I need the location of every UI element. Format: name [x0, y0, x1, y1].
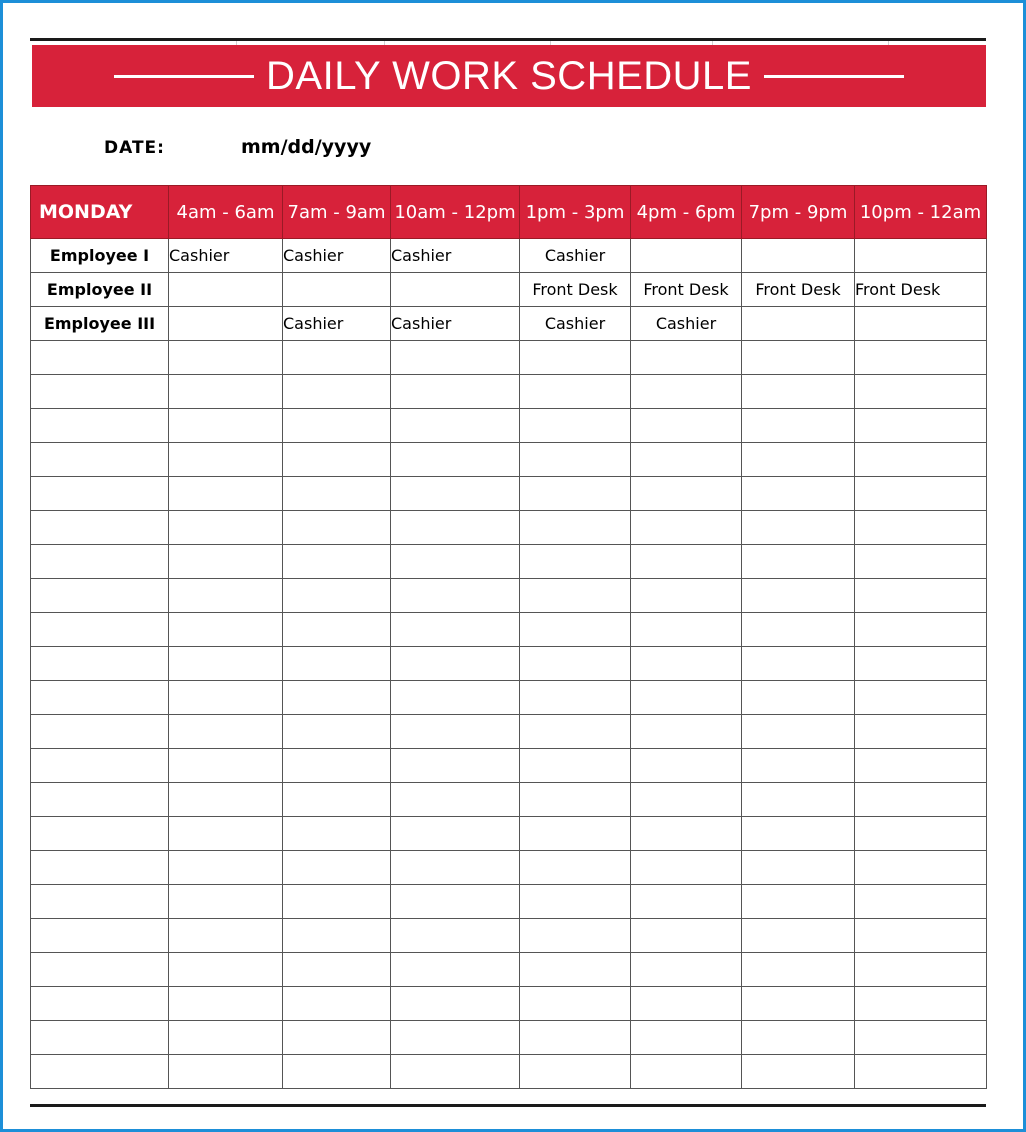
schedule-cell[interactable] [31, 443, 169, 477]
table-row [31, 647, 987, 681]
schedule-cell[interactable] [31, 1055, 169, 1089]
schedule-cell[interactable] [742, 681, 855, 715]
schedule-cell[interactable] [283, 409, 391, 443]
schedule-cell[interactable] [855, 1021, 987, 1055]
schedule-cell[interactable] [631, 613, 742, 647]
schedule-cell[interactable] [31, 375, 169, 409]
schedule-cell[interactable] [742, 953, 855, 987]
schedule-cell[interactable] [283, 579, 391, 613]
table-row [31, 409, 987, 443]
schedule-cell[interactable]: Cashier [631, 307, 742, 341]
schedule-cell[interactable] [855, 953, 987, 987]
schedule-cell[interactable] [520, 681, 631, 715]
schedule-cell[interactable] [391, 273, 520, 307]
table-row [31, 341, 987, 375]
schedule-cell[interactable] [283, 851, 391, 885]
schedule-cell[interactable] [855, 511, 987, 545]
schedule-cell[interactable] [31, 681, 169, 715]
schedule-cell[interactable] [631, 953, 742, 987]
schedule-cell[interactable] [169, 817, 283, 851]
schedule-cell[interactable] [855, 443, 987, 477]
table-row [31, 987, 987, 1021]
table-row [31, 1055, 987, 1089]
schedule-cell[interactable] [520, 1055, 631, 1089]
schedule-cell[interactable] [742, 579, 855, 613]
schedule-cell[interactable] [631, 681, 742, 715]
schedule-cell[interactable] [520, 477, 631, 511]
schedule-cell[interactable] [391, 885, 520, 919]
schedule-cell[interactable] [742, 987, 855, 1021]
table-row [31, 715, 987, 749]
header-row [31, 186, 987, 239]
date-field[interactable]: mm/dd/yyyy [241, 136, 372, 158]
table-row [31, 239, 987, 273]
schedule-cell[interactable] [169, 953, 283, 987]
table-row [31, 783, 987, 817]
schedule-cell[interactable] [391, 647, 520, 681]
schedule-cell[interactable] [855, 783, 987, 817]
schedule-cell[interactable] [742, 477, 855, 511]
schedule-cell[interactable] [31, 477, 169, 511]
schedule-cell[interactable] [855, 409, 987, 443]
schedule-cell[interactable] [520, 885, 631, 919]
schedule-cell[interactable] [283, 375, 391, 409]
schedule-cell[interactable] [391, 409, 520, 443]
schedule-cell[interactable] [855, 681, 987, 715]
schedule-cell[interactable] [520, 647, 631, 681]
table-row [31, 477, 987, 511]
schedule-cell[interactable] [631, 443, 742, 477]
schedule-cell[interactable] [742, 817, 855, 851]
slot-header: 1pm - 3pm [520, 186, 631, 239]
schedule-cell[interactable] [631, 783, 742, 817]
slot-header: 10pm - 12am [855, 186, 987, 239]
schedule-cell[interactable] [169, 273, 283, 307]
schedule-cell[interactable] [520, 545, 631, 579]
date-label: DATE: [104, 138, 165, 158]
schedule-cell[interactable] [283, 817, 391, 851]
schedule-cell[interactable] [169, 375, 283, 409]
schedule-cell[interactable] [391, 375, 520, 409]
schedule-cell[interactable] [855, 987, 987, 1021]
schedule-cell[interactable] [31, 613, 169, 647]
schedule-cell[interactable] [283, 443, 391, 477]
schedule-cell[interactable] [631, 341, 742, 375]
table-row [31, 749, 987, 783]
schedule-cell[interactable] [631, 579, 742, 613]
schedule-cell[interactable] [31, 1021, 169, 1055]
slot-header: 4pm - 6pm [631, 186, 742, 239]
schedule-cell[interactable] [391, 919, 520, 953]
schedule-cell[interactable] [169, 545, 283, 579]
schedule-cell[interactable] [391, 443, 520, 477]
schedule-cell[interactable] [391, 783, 520, 817]
schedule-cell[interactable] [520, 987, 631, 1021]
schedule-cell[interactable] [631, 715, 742, 749]
schedule-cell[interactable] [169, 681, 283, 715]
table-row [31, 817, 987, 851]
schedule-cell[interactable] [283, 1055, 391, 1089]
schedule-cell[interactable] [631, 817, 742, 851]
schedule-cell[interactable] [855, 1055, 987, 1089]
bottom-border [30, 1104, 986, 1107]
slot-header: 7am - 9am [283, 186, 391, 239]
schedule-cell[interactable] [520, 953, 631, 987]
schedule-cell[interactable] [520, 579, 631, 613]
schedule-cell[interactable] [855, 885, 987, 919]
schedule-cell[interactable] [391, 477, 520, 511]
schedule-cell[interactable] [855, 919, 987, 953]
schedule-cell[interactable] [742, 239, 855, 273]
schedule-cell[interactable] [31, 579, 169, 613]
schedule-cell[interactable] [391, 749, 520, 783]
schedule-cell[interactable] [631, 749, 742, 783]
schedule-cell[interactable] [169, 341, 283, 375]
schedule-cell[interactable] [742, 375, 855, 409]
schedule-cell[interactable] [742, 783, 855, 817]
schedule-cell[interactable] [855, 307, 987, 341]
table-row [31, 307, 987, 341]
top-border [30, 38, 986, 41]
schedule-cell[interactable] [283, 953, 391, 987]
schedule-cell[interactable] [391, 579, 520, 613]
schedule-cell[interactable] [742, 885, 855, 919]
schedule-cell[interactable] [283, 681, 391, 715]
schedule-cell[interactable] [31, 341, 169, 375]
schedule-cell[interactable] [391, 987, 520, 1021]
schedule-cell[interactable] [742, 1021, 855, 1055]
schedule-cell[interactable] [855, 613, 987, 647]
table-row [31, 919, 987, 953]
schedule-cell[interactable] [169, 885, 283, 919]
schedule-cell[interactable] [520, 919, 631, 953]
schedule-cell[interactable] [283, 1021, 391, 1055]
schedule-cell[interactable] [283, 987, 391, 1021]
table-row [31, 511, 987, 545]
schedule-cell[interactable] [631, 511, 742, 545]
schedule-cell[interactable] [169, 715, 283, 749]
schedule-cell[interactable] [283, 715, 391, 749]
schedule-cell[interactable] [31, 919, 169, 953]
schedule-cell[interactable] [631, 375, 742, 409]
schedule-cell[interactable] [391, 1021, 520, 1055]
schedule-cell[interactable] [31, 749, 169, 783]
schedule-cell[interactable] [742, 443, 855, 477]
employee-name[interactable]: Employee II [31, 273, 169, 307]
schedule-cell[interactable] [742, 545, 855, 579]
day-header: MONDAY [31, 186, 169, 239]
schedule-cell[interactable] [631, 919, 742, 953]
title-rule-right [764, 75, 904, 78]
schedule-cell[interactable] [631, 1021, 742, 1055]
schedule-cell[interactable] [855, 477, 987, 511]
schedule-cell[interactable] [169, 511, 283, 545]
schedule-cell[interactable] [169, 443, 283, 477]
schedule-cell[interactable] [31, 953, 169, 987]
schedule-cell[interactable] [169, 1021, 283, 1055]
schedule-cell[interactable] [31, 783, 169, 817]
schedule-cell[interactable] [631, 239, 742, 273]
schedule-cell[interactable] [520, 341, 631, 375]
schedule-cell[interactable] [631, 885, 742, 919]
schedule-cell[interactable] [169, 409, 283, 443]
schedule-cell[interactable] [169, 783, 283, 817]
schedule-cell[interactable]: Cashier [391, 307, 520, 341]
schedule-cell[interactable] [742, 851, 855, 885]
schedule-cell[interactable]: Front Desk [742, 273, 855, 307]
schedule-cell[interactable] [855, 851, 987, 885]
schedule-cell[interactable] [31, 885, 169, 919]
schedule-cell[interactable] [169, 851, 283, 885]
schedule-cell[interactable] [283, 885, 391, 919]
table-row [31, 375, 987, 409]
schedule-cell[interactable]: Front Desk [520, 273, 631, 307]
schedule-cell[interactable] [169, 987, 283, 1021]
schedule-cell[interactable] [283, 273, 391, 307]
schedule-cell[interactable] [283, 511, 391, 545]
schedule-cell[interactable] [31, 715, 169, 749]
schedule-cell[interactable] [31, 851, 169, 885]
schedule-cell[interactable] [31, 987, 169, 1021]
schedule-cell[interactable]: Front Desk [855, 273, 987, 307]
schedule-cell[interactable] [520, 715, 631, 749]
schedule-cell[interactable] [631, 851, 742, 885]
schedule-cell[interactable] [283, 783, 391, 817]
schedule-cell[interactable] [520, 749, 631, 783]
slot-header: 7pm - 9pm [742, 186, 855, 239]
schedule-cell[interactable] [31, 817, 169, 851]
slot-header: 10am - 12pm [391, 186, 520, 239]
schedule-cell[interactable] [631, 1055, 742, 1089]
schedule-cell[interactable] [855, 817, 987, 851]
schedule-cell[interactable] [169, 613, 283, 647]
schedule-cell[interactable]: Cashier [169, 239, 283, 273]
schedule-cell[interactable]: Cashier [391, 239, 520, 273]
schedule-cell[interactable] [520, 443, 631, 477]
schedule-cell[interactable] [520, 783, 631, 817]
schedule-cell[interactable] [855, 749, 987, 783]
schedule-cell[interactable] [520, 375, 631, 409]
schedule-cell[interactable] [391, 715, 520, 749]
schedule-cell[interactable]: Front Desk [631, 273, 742, 307]
schedule-cell[interactable] [855, 715, 987, 749]
schedule-cell[interactable] [283, 341, 391, 375]
table-row [31, 579, 987, 613]
table-row [31, 1021, 987, 1055]
schedule-cell[interactable] [169, 1055, 283, 1089]
schedule-cell[interactable]: Cashier [283, 239, 391, 273]
schedule-cell[interactable] [520, 851, 631, 885]
schedule-cell[interactable] [742, 1055, 855, 1089]
schedule-cell[interactable] [520, 511, 631, 545]
schedule-cell[interactable] [742, 511, 855, 545]
table-row [31, 851, 987, 885]
schedule-cell[interactable] [631, 477, 742, 511]
schedule-cell[interactable] [520, 817, 631, 851]
schedule-cell[interactable] [169, 749, 283, 783]
table-row [31, 681, 987, 715]
schedule-cell[interactable] [169, 647, 283, 681]
schedule-cell[interactable] [391, 681, 520, 715]
schedule-cell[interactable] [520, 613, 631, 647]
employee-name[interactable]: Employee III [31, 307, 169, 341]
schedule-cell[interactable] [520, 1021, 631, 1055]
schedule-cell[interactable] [283, 647, 391, 681]
title-rule-left [114, 75, 254, 78]
table-row [31, 545, 987, 579]
schedule-cell[interactable] [391, 1055, 520, 1089]
schedule-cell[interactable] [31, 647, 169, 681]
schedule-cell[interactable] [855, 647, 987, 681]
schedule-cell[interactable] [391, 341, 520, 375]
schedule-cell[interactable] [742, 749, 855, 783]
table-row [31, 613, 987, 647]
table-row [31, 953, 987, 987]
schedule-cell[interactable] [742, 647, 855, 681]
schedule-table [30, 185, 987, 1089]
schedule-cell[interactable] [31, 409, 169, 443]
schedule-cell[interactable] [391, 817, 520, 851]
employee-name[interactable]: Employee I [31, 239, 169, 273]
table-row [31, 273, 987, 307]
schedule-cell[interactable] [31, 511, 169, 545]
schedule-cell[interactable]: Cashier [520, 307, 631, 341]
schedule-cell[interactable] [855, 239, 987, 273]
schedule-cell[interactable] [742, 341, 855, 375]
schedule-cell[interactable] [283, 545, 391, 579]
schedule-sheet [30, 38, 986, 1108]
schedule-cell[interactable] [283, 919, 391, 953]
title-banner [32, 45, 986, 107]
schedule-cell[interactable] [855, 579, 987, 613]
schedule-cell[interactable] [742, 409, 855, 443]
schedule-cell[interactable] [631, 545, 742, 579]
schedule-cell[interactable] [742, 613, 855, 647]
schedule-cell[interactable] [391, 851, 520, 885]
schedule-cell[interactable] [520, 409, 631, 443]
schedule-cell[interactable]: Cashier [283, 307, 391, 341]
schedule-cell[interactable] [283, 477, 391, 511]
schedule-cell[interactable] [631, 409, 742, 443]
schedule-cell[interactable] [631, 647, 742, 681]
schedule-cell[interactable] [391, 613, 520, 647]
schedule-cell[interactable] [391, 545, 520, 579]
schedule-cell[interactable] [283, 613, 391, 647]
page-title: DAILY WORK SCHEDULE [266, 53, 752, 98]
schedule-cell[interactable]: Cashier [520, 239, 631, 273]
slot-header: 4am - 6am [169, 186, 283, 239]
schedule-cell[interactable] [855, 341, 987, 375]
schedule-cell[interactable] [391, 511, 520, 545]
table-row [31, 443, 987, 477]
schedule-cell[interactable] [283, 749, 391, 783]
table-row [31, 885, 987, 919]
schedule-cell[interactable] [169, 477, 283, 511]
schedule-cell[interactable] [855, 375, 987, 409]
schedule-cell[interactable] [742, 307, 855, 341]
schedule-cell[interactable] [631, 987, 742, 1021]
schedule-cell[interactable] [742, 715, 855, 749]
schedule-cell[interactable] [169, 579, 283, 613]
schedule-cell[interactable] [855, 545, 987, 579]
schedule-cell[interactable] [391, 953, 520, 987]
schedule-cell[interactable] [169, 307, 283, 341]
schedule-cell[interactable] [31, 545, 169, 579]
schedule-cell[interactable] [169, 919, 283, 953]
schedule-cell[interactable] [742, 919, 855, 953]
